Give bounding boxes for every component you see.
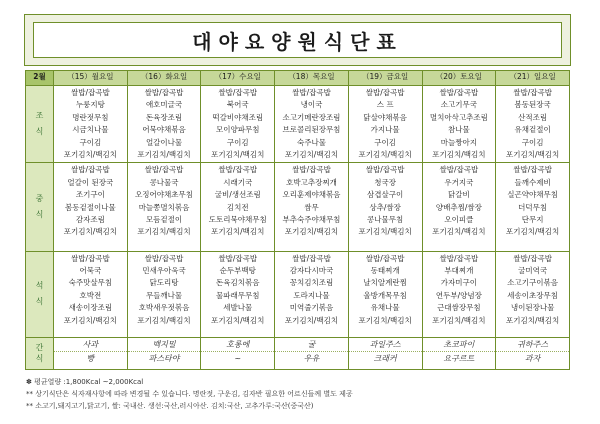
breakfast-cell: [496, 86, 570, 163]
dish: 쌀밥/잡곡밥: [513, 165, 552, 175]
dish: 포기김치/백김치: [505, 315, 560, 325]
dish: 구이김: [521, 137, 544, 147]
dish: 가지나물: [370, 125, 400, 135]
dish: 산적조림: [518, 112, 548, 122]
lunch-cell: [127, 163, 201, 251]
dish: 숙주맛살무침: [68, 278, 113, 288]
snack-item: 파스타야: [148, 353, 180, 363]
dish: 굴비/생선조림: [214, 190, 261, 200]
dish: 포기김치/백김치: [284, 227, 339, 237]
dish: 돈육김치볶음: [216, 278, 260, 288]
dish: 포기김치/백김치: [358, 315, 412, 325]
dish: 봄동겉절이나물: [64, 202, 116, 212]
dish: 가자미구이: [440, 278, 477, 288]
dish: 부추숙주야채무침: [282, 214, 341, 224]
dish: 포기김치/백김치: [63, 150, 117, 160]
snack-item: 초코파이: [423, 338, 496, 352]
dish: 포기김치/백김치: [358, 227, 412, 237]
dinner-cell: [275, 251, 349, 337]
snack-cell: [348, 337, 422, 369]
dish: 멸치아삭고추조림: [429, 112, 488, 122]
dish: 유채나물: [370, 303, 400, 313]
title-frame: [24, 14, 571, 66]
dish: 쌀밥/잡곡밥: [144, 88, 184, 98]
dish: 포기김치/백김치: [505, 227, 560, 237]
dish: 쌀밥/잡곡밥: [218, 165, 258, 175]
day-header: （21）일요일: [496, 71, 570, 86]
dish: 북어국: [226, 100, 249, 110]
lunch-label: 중 식: [26, 163, 54, 251]
dish: 쌀밥/잡곡밥: [439, 88, 479, 98]
month-label: 2월: [26, 71, 54, 86]
dish: 쌀밥/잡곡밥: [365, 253, 405, 263]
dish: 포기김치/백김치: [432, 315, 486, 325]
dish: 부대찌개: [444, 265, 474, 275]
snack-item: 과자: [524, 353, 541, 363]
dish: 조기구이: [75, 190, 105, 200]
dish: 브로콜리된장무침: [282, 125, 341, 135]
dish: 쌀밥/잡곡밥: [70, 165, 110, 175]
dish: 포기김치/백김치: [211, 150, 265, 160]
dish: 세발나물: [223, 303, 253, 313]
lunch-cell: [348, 163, 422, 251]
dish: 소고기구이볶음: [507, 278, 558, 288]
dish: 명란젓무침: [72, 112, 109, 122]
dish: 도라지나물: [293, 290, 330, 300]
dish: 꽁치김치조림: [289, 278, 334, 288]
dish: 새송이장조림: [68, 303, 113, 313]
breakfast-cell: [201, 86, 275, 163]
lunch-cell: [201, 163, 275, 251]
dish: 오리훈제야채볶음: [282, 190, 341, 200]
dish: 숙주나물: [296, 137, 326, 147]
snack-cell: [201, 337, 275, 369]
dish: 더덕무침: [518, 202, 548, 212]
dish: 포기김치/백김치: [137, 315, 191, 325]
dish: 물파래무무침: [216, 290, 260, 300]
dish: 상추/쌈장: [369, 202, 401, 212]
snack-item: 과일주스: [349, 338, 422, 352]
lunch-cell: [422, 163, 496, 251]
dish: 냉이된장나물: [510, 303, 555, 313]
day-header: （17）수요일: [201, 71, 275, 86]
dish: 쌀밥/잡곡밥: [144, 253, 184, 263]
dish: 쌀밥/잡곡밥: [365, 165, 405, 175]
dish: 모듬겉절이: [145, 214, 183, 224]
dish: 포기김치/백김치: [505, 150, 560, 160]
dish: 봄동된장국: [514, 100, 551, 110]
dish: 소고기메란장조림: [282, 112, 341, 122]
dish: 쌀밥/잡곡밥: [365, 88, 405, 98]
breakfast-label: 조 식: [26, 86, 54, 163]
breakfast-cell: [422, 86, 496, 163]
dish: 오이피클: [444, 214, 474, 224]
dish: 유채겉절이: [514, 125, 551, 135]
snack-item: 굴: [275, 338, 348, 352]
dish: 포기김치/백김치: [432, 227, 486, 237]
dinner-cell: [496, 251, 570, 337]
dish: 오징어야채초무침: [135, 190, 194, 200]
dish: 소고기무국: [440, 100, 477, 110]
day-header: （18）목요일: [275, 71, 349, 86]
dinner-cell: [54, 251, 128, 337]
snack-cell: [127, 337, 201, 369]
dish: 돈육장조림: [145, 112, 183, 122]
dish: 순두부백탕: [219, 265, 256, 275]
breakfast-cell: [54, 86, 128, 163]
dish: 구이김: [374, 137, 397, 147]
breakfast-cell: [275, 86, 349, 163]
dish: 미역줄기볶음: [289, 303, 334, 313]
menu-table: [25, 70, 570, 370]
snack-item: 사과: [54, 338, 127, 352]
dish: 포기김치/백김치: [432, 150, 486, 160]
dish: 쌀밥/잡곡밥: [218, 88, 258, 98]
dish: 쌀밥/잡곡밥: [292, 253, 331, 263]
dish: 쌀밥/잡곡밥: [218, 253, 258, 263]
dish: 포기김치/백김치: [284, 150, 339, 160]
snack-item: 요구르트: [443, 353, 475, 363]
dish: 포기김치/백김치: [358, 150, 412, 160]
dish: 김치전: [226, 202, 249, 212]
origin-note: ** 소고기,돼지고기,닭고기, 쌀: 국내산. 생선:국산,러시아산. 김치:국산, 고추가루:국산(중국산): [26, 402, 314, 410]
dish: 마늘짱아지: [440, 137, 477, 147]
dish: 닭도리탕: [149, 278, 179, 288]
dish: 쌀밥/잡곡밥: [439, 253, 479, 263]
dish: 양배추찜/쌈장: [435, 202, 482, 212]
snack-item: ~: [234, 353, 242, 363]
dish: 포기김치/백김치: [211, 227, 265, 237]
dish: 닭갈비: [447, 190, 470, 200]
day-header: （19）금요일: [348, 71, 422, 86]
dish: 누룽지탕: [75, 100, 105, 110]
dish: 쌀밥/잡곡밥: [292, 88, 331, 98]
dish: 구이김: [79, 137, 102, 147]
breakfast-cell: [127, 86, 201, 163]
title-inner-frame: [33, 22, 562, 58]
dish: 콩나물무침: [367, 214, 404, 224]
dish: 날치알계란찜: [363, 278, 407, 288]
dish: 시래기국: [223, 177, 253, 187]
dish: 쌀밥/잡곡밥: [513, 253, 552, 263]
dish: 호박고추장찌개: [286, 177, 337, 187]
dish: 포기김치/백김치: [63, 315, 117, 325]
dinner-cell: [127, 251, 201, 337]
page-title: 대야요양원식단표: [192, 29, 403, 54]
snack-item: 백지밀: [128, 338, 201, 352]
menu-change-note: ** 상기식단은 식자재사항에 따라 변경될 수 있습니다. 명란젓, 구운김, 김자반 필요한 어르신들께 별도 제공: [26, 390, 353, 398]
dish: 스 프: [376, 100, 394, 110]
dish: 떡갈비야채조림: [212, 112, 264, 122]
dish: 쌈무: [304, 202, 319, 212]
dish: 우거지국: [444, 177, 474, 187]
day-header: （20）토요일: [422, 71, 496, 86]
calorie-note: ✽ 평균열량 :1,800Kcal ~2,000Kcal: [26, 378, 144, 386]
dish: 세송이초장무침: [507, 290, 558, 300]
dish: 쌀밥/잡곡밥: [513, 88, 552, 98]
dinner-cell: [422, 251, 496, 337]
dish: 쌀밥/잡곡밥: [439, 165, 479, 175]
dish: 포기김치/백김치: [137, 150, 191, 160]
dish: 어묵국: [79, 265, 102, 275]
dish: 냉이국: [300, 100, 323, 110]
snack-item: 호롱에: [201, 338, 274, 352]
dish: 포기김치/백김치: [63, 227, 117, 237]
lunch-cell: [496, 163, 570, 251]
day-header: （15）월요일: [54, 71, 128, 86]
dish: 쌀밥/잡곡밥: [144, 165, 184, 175]
snack-item: 크래커: [373, 353, 397, 363]
dish: 도토리묵야채무침: [208, 214, 267, 224]
dish: 굴미역국: [518, 265, 548, 275]
snack-label: 간 식: [26, 337, 54, 369]
lunch-cell: [275, 163, 349, 251]
dish: 콩나물국: [149, 177, 179, 187]
breakfast-cell: [348, 86, 422, 163]
dish: 어묵야채볶음: [142, 125, 186, 135]
dish: 울방개목무침: [363, 290, 407, 300]
lunch-cell: [54, 163, 128, 251]
dish: 시금치나물: [72, 125, 109, 135]
dish: 동태찌개: [370, 265, 400, 275]
lunch-row: [26, 163, 570, 251]
snack-cell: [275, 337, 349, 369]
dish: 얼갈이나물: [145, 137, 183, 147]
dish: 마늘쫑멸치볶음: [138, 202, 190, 212]
dish: 쌀밥/잡곡밥: [70, 253, 110, 263]
snack-cell: [54, 337, 128, 369]
footnotes: [26, 376, 586, 412]
snack-item: 우유: [303, 353, 320, 363]
dinner-label: 석 식: [26, 251, 54, 337]
dish: 민새우아욱국: [142, 265, 186, 275]
snack-item: 빵: [86, 353, 95, 363]
dish: 호박새우젓볶음: [138, 303, 190, 313]
dish: 감자다시마국: [289, 265, 334, 275]
dish: 청국장: [374, 177, 397, 187]
snack-row: [26, 337, 570, 369]
dish: 근대쌈장무침: [437, 303, 481, 313]
dish: 호박전: [79, 290, 102, 300]
dish: 포기김치/백김치: [284, 315, 339, 325]
header-row: [26, 71, 570, 86]
dish: 들깨수제비: [514, 177, 551, 187]
dish: 실곤약야채무침: [507, 190, 558, 200]
dish: 감자조림: [75, 214, 105, 224]
dish: 애호미글국: [145, 100, 183, 110]
dish: 삼겹살구이: [367, 190, 404, 200]
dish: 참나물: [447, 125, 470, 135]
dish: 얼갈이 된장국: [67, 177, 114, 187]
dinner-row: [26, 251, 570, 337]
dinner-cell: [201, 251, 275, 337]
dish: 단무지: [521, 214, 544, 224]
dinner-cell: [348, 251, 422, 337]
day-header: （16）화요일: [127, 71, 201, 86]
dish: 연두부/양념장: [435, 290, 482, 300]
snack-cell: [422, 337, 496, 369]
snack-item: 귀하주스: [496, 338, 569, 352]
dish: 구이김: [226, 137, 249, 147]
dish: 포기김치/백김치: [137, 227, 191, 237]
dish: 쌀밥/잡곡밥: [70, 88, 110, 98]
snack-cell: [496, 337, 570, 369]
dish: 쌀밥/잡곡밥: [292, 165, 331, 175]
dish: 포기김치/백김치: [211, 315, 265, 325]
breakfast-row: [26, 86, 570, 163]
dish: 모이양파무침: [216, 125, 260, 135]
dish: 무들깨나물: [145, 290, 183, 300]
dish: 닭살야채볶음: [363, 112, 407, 122]
